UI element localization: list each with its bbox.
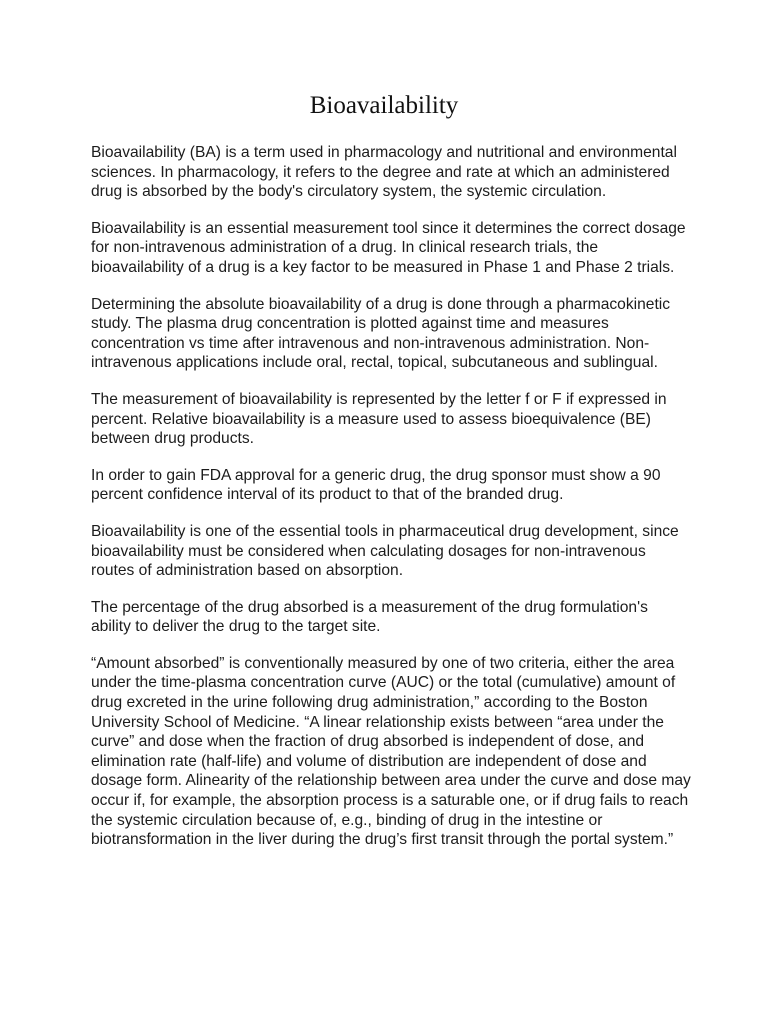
paragraph-6	[91, 522, 691, 581]
paragraph-3-text-a: Determining the absolute bioavailability of a drug is done through a	[91, 295, 557, 313]
paragraph-6-text-a: Bioavailability is one of the essential tools in	[91, 522, 399, 540]
paragraph-2-text-a: Bioavailability is an essential measurement tool since it determines the correct dosage for non-intravenous administration of a drug. In	[91, 219, 686, 257]
paragraph-6-text-b: , since bioavailability must be considered when calculating dosages for non-intravenous routes of administration based on absorption.	[91, 522, 679, 580]
paragraph-1: Bioavailability (BA) is a term used in pharmacology and nutritional and environmental sciences. In pharmacology, it refers to the degree and rate at which an administered drug is absorbed by the body's circulatory system, the systemic circulation.	[91, 144, 677, 201]
paragraph-5: In order to gain FDA approval for a generic drug, the drug sponsor must show a 90 percent confidence interval of its product to that of the branded drug.	[91, 466, 661, 504]
page-title: Bioavailability	[309, 92, 459, 119]
paragraph-7: The percentage of the drug absorbed is a measurement of the drug formulation's ability to deliver the drug to the target site.	[91, 598, 648, 636]
paragraph-2-text-b: , the bioavailability of a drug is a key factor to be measured in Phase 1 and Phase 2 trials.	[91, 239, 675, 276]
paragraph-2	[91, 219, 691, 278]
paragraph-8: “Amount absorbed” is conventionally measured by one of two criteria, either the area under the time-plasma concentration curve (AUC) or the total (cumulative) amount of drug excreted in the urine following drug administration,” according to the Boston University School of Medicine. “A linear relationship exists between “area under the curve” and dose when the fraction of drug absorbed is independent of dose, and elimination rate (half-life) and volume of distribution are independent of dose and dosage form. Alinearity of the relationship between area under the curve and dose may occur if, for example, the absorption process is a saturable one, or if drug fails to reach the systemic circulation because of, e.g., binding of drug in the intestine or biotransformation in the liver during the drug’s first transit through the portal system.”	[91, 654, 691, 849]
paragraph-4: The measurement of bioavailability is represented by the letter f or F if expressed in percent. Relative bioavailability is a measure used to assess bioequivalence (BE) between drug products.	[91, 390, 667, 448]
paragraph-3	[91, 295, 691, 373]
clinical-research-trials-link[interactable]: clinical research trials	[418, 239, 568, 257]
paragraph-3-text-b: study. The plasma drug concentration is plotted against time and measures concentration vs time after intravenous and non-intravenous administration. Non-intravenous applications include oral, rectal, topical, subcutaneous and sublingual.	[91, 315, 658, 372]
document-body	[91, 143, 691, 867]
pharmacokinetic-link[interactable]: pharmacokinetic	[556, 295, 671, 313]
pharmaceutical-drug-development-link[interactable]: pharmaceutical drug development	[398, 522, 634, 540]
